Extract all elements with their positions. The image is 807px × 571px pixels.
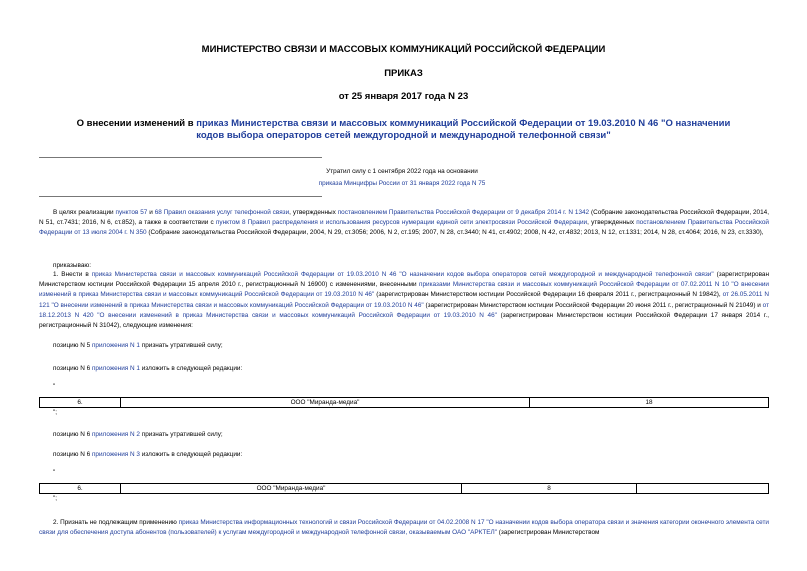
doc-link[interactable]: от 26.05.2011 N 121 "О внесении изменений в приказ Министерства связи и массовых коммуникаций Российской Федерации от 19.03.2010 N 46" — [39, 291, 769, 309]
quote-close-1: "; — [53, 409, 58, 416]
body-text: изложить в следующей редакции: — [139, 451, 243, 458]
body-text: (Собрание законодательства Российской Федерации, 2014, N 51, ст.7431; 2016, N 6, ст.852), а также в соответствии с — [39, 209, 769, 227]
status-note-link[interactable]: приказа Минцифры России от 31 января 2022 года N 75 — [318, 180, 486, 187]
doc-link[interactable]: пунктом 8 Правил распределения и использования ресурсов нумерации единой сети электросвязи Российской Федерации — [215, 219, 588, 227]
doc-link[interactable]: 68 Правил оказания услуг телефонной связи — [154, 209, 290, 216]
doc-link[interactable]: приложения N 1 — [91, 342, 140, 349]
body-text: признать утратившей силу; — [139, 342, 223, 349]
table-cell-num: 6. — [40, 398, 121, 408]
doc-link[interactable]: приложения N 1 — [91, 365, 140, 372]
body-text: (зарегистрирован Министерством юстиции Российской Федерации 15 апреля 2010 г., регистрационный N 16900) с изменениями, внесенными — [39, 271, 769, 289]
table-app1 — [39, 397, 769, 408]
doc-link[interactable]: постановлением Правительства Российской Федерации от 13 июля 2004 г. N 350 — [39, 219, 769, 237]
body-text: (Собрание законодательства Российской Федерации, 2004, N 29, ст.3056; 2006, N 2, ст.195; 2007, N 28, ст.3440; N 41, ст.4902; 2008, N 42, ст.4832; 2013, N 12, ст.1331; 2014, N 28, ст.4064; 2016, N 23, ст.3330), — [146, 229, 764, 237]
table-row — [40, 398, 769, 408]
doc-link[interactable]: приказами Министерства связи и массовых коммуникаций Российской Федерации от 07.02.2011 N 10 "О внесении изменений в приказ Министерства связи и массовых коммуникаций Российской Федерации от 19.03.2010 N 46" — [39, 281, 769, 299]
position-6-app2 — [53, 430, 223, 440]
status-note-text: Утратил силу с 1 сентября 2022 года на основании — [326, 168, 478, 175]
body-text: (зарегистрирован Министерством юстиции Российской Федерации 17 января 2014 г., регистрационный N 31042), следующие изменения: — [39, 311, 769, 330]
body-text: признать утратившей силу; — [139, 431, 223, 438]
status-note — [282, 166, 522, 190]
body-text: (зарегистрирован Министерством юстиции Российской Федерации 16 февраля 2011 г., регистрационный N 19842), — [374, 291, 723, 299]
body-text: 2. Признать не подлежащим применению — [53, 519, 179, 526]
doc-link[interactable]: приказ Министерства связи и массовых коммуникаций Российской Федерации от 19.03.2010 N 46 "О назначении кодов выбора операторов сетей междугородной и международной телефонной связи" — [91, 271, 714, 278]
doc-link[interactable]: приложения N 2 — [91, 431, 140, 438]
doc-type: ПРИКАЗ — [384, 68, 423, 79]
body-text: (зарегистрирован Министерством юстиции Российской Федерации 20 июня 2011 г., регистрационный N 21049) и — [423, 301, 763, 309]
quote-open-2: " — [53, 469, 56, 476]
doc-link[interactable]: от 18.12.2013 N 420 "О внесении изменений в приказ Министерства связи и массовых коммуникаций Российской Федерации от 19.03.2010 N 46" — [39, 301, 770, 319]
body-text: и — [147, 209, 155, 216]
item-1-paragraph — [39, 270, 769, 331]
title-order-link[interactable]: приказ Министерства связи и массовых коммуникаций Российской Федерации от 19.03.2010 N 46 "О назначении кодов выбора операторов сетей междугородной и международной телефонной связи" — [196, 118, 731, 141]
preamble-paragraph — [39, 208, 769, 239]
divider-top — [39, 157, 322, 158]
body-text: позицию N 6 — [53, 431, 92, 438]
divider-bottom — [39, 196, 322, 197]
table-cell-num: 6. — [40, 484, 121, 494]
doc-date-number: от 25 января 2017 года N 23 — [338, 91, 469, 102]
table-cell-operator: ООО "Миранда-медиа" — [121, 484, 462, 494]
body-text: , утвержденных — [587, 219, 637, 227]
body-text: позицию N 6 — [53, 451, 92, 458]
table-cell-empty — [637, 484, 769, 494]
doc-link[interactable]: пунктов 57 — [115, 209, 148, 216]
table-cell-code: 8 — [462, 484, 637, 494]
body-text: В целях реализации — [53, 209, 116, 216]
table-app3 — [39, 483, 769, 494]
ministry-name: МИНИСТЕРСТВО СВЯЗИ И МАССОВЫХ КОММУНИКАЦИЙ РОССИЙСКОЙ ФЕДЕРАЦИИ — [201, 44, 606, 55]
table-row — [40, 484, 769, 494]
position-6-app3 — [53, 450, 242, 460]
body-text: позицию N 5 — [53, 342, 92, 349]
item-2-paragraph — [39, 518, 769, 538]
doc-link[interactable]: приложения N 3 — [91, 451, 140, 458]
table-cell-code: 18 — [530, 398, 769, 408]
position-5-app1 — [53, 341, 223, 351]
body-text: , утвержденных — [289, 209, 338, 216]
body-text: (зарегистрирован Министерством — [496, 529, 600, 537]
doc-title — [70, 118, 737, 142]
table-cell-operator: ООО "Миранда-медиа" — [121, 398, 530, 408]
body-text: изложить в следующей редакции: — [139, 365, 243, 372]
quote-close-2: "; — [53, 495, 58, 502]
position-6-app1 — [53, 364, 242, 374]
doc-link[interactable]: приказ Министерства информационных технологий и связи Российской Федерации от 04.02.2008 N 17 "О назначении кодов выбора оператора связи и значения категории оконечного элемента сети связи для обеспечения доступа абонентов (пользователей) к услугам междугородной и международной телефонной связи, оказываемым ОАО "АРКТЕЛ" — [39, 519, 770, 537]
doc-link[interactable]: постановлением Правительства Российской Федерации от 9 декабря 2014 г. N 1342 — [337, 209, 590, 216]
body-text: 1. Внести в — [53, 271, 92, 278]
title-prefix: О внесении изменений в — [76, 118, 197, 129]
body-text: позицию N 6 — [53, 365, 92, 372]
order-word: приказываю: — [53, 262, 91, 269]
quote-open-1: " — [53, 383, 56, 390]
